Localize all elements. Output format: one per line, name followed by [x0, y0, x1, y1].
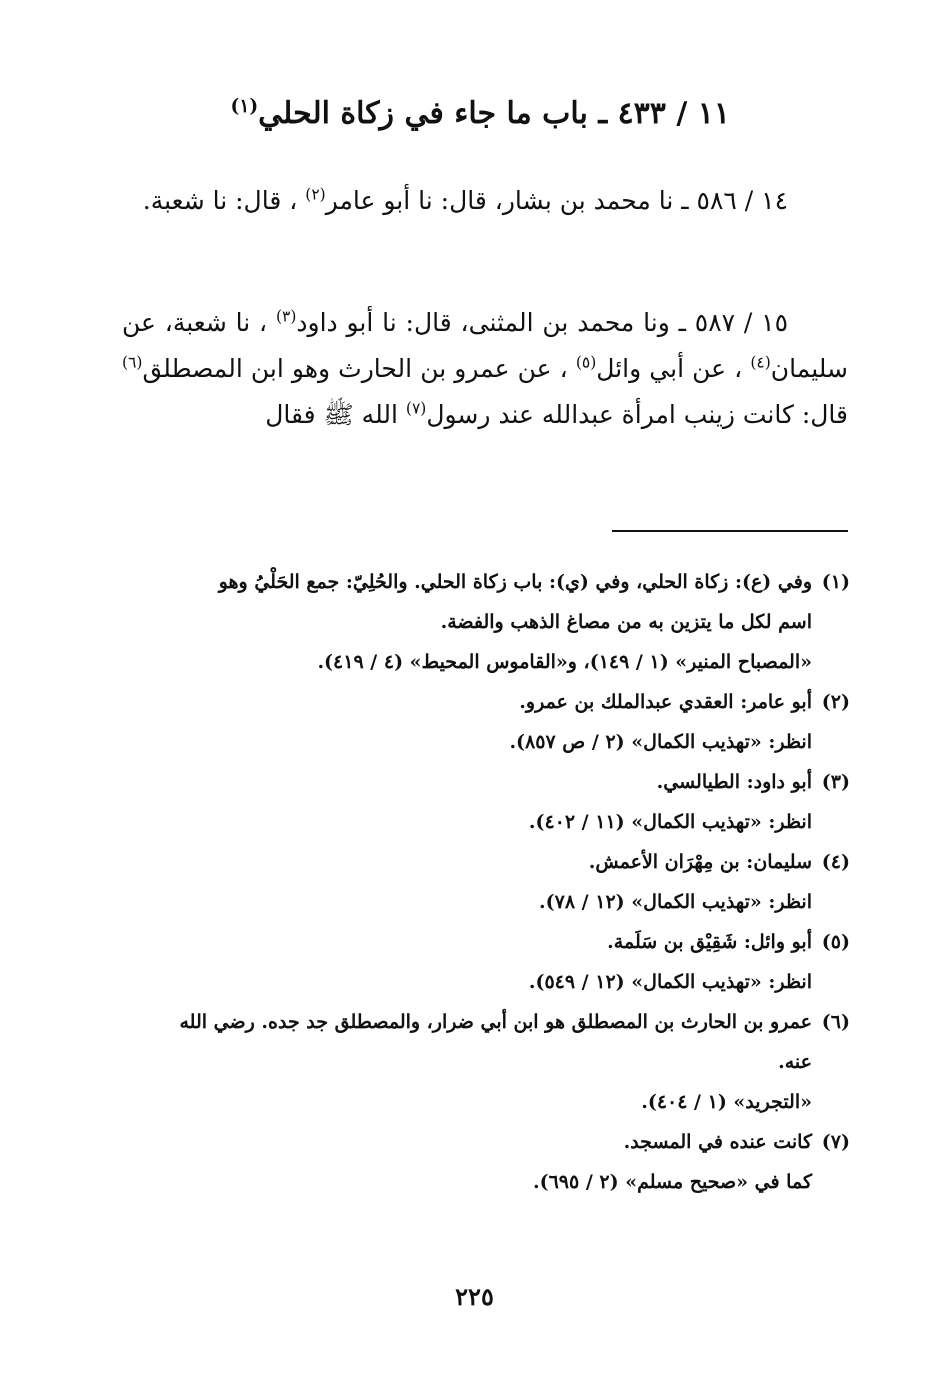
- footnote-2: [118, 682, 850, 722]
- footnote-mark-4: (٤): [750, 353, 771, 372]
- footnote-6: [118, 1002, 850, 1042]
- footnotes: [118, 562, 850, 1202]
- hadith-15-part4: ، عن عمرو بن الحارث وهو ابن المصطلق: [142, 354, 576, 383]
- footnote-1: [118, 562, 850, 602]
- footnote-mark-5: (٥): [575, 353, 597, 372]
- page-number: ٢٢٥: [455, 1282, 494, 1311]
- footnote-separator: [612, 530, 848, 532]
- hadith-15-part5: قال: كانت زينب امرأة عبدالله عند رسول: [426, 400, 848, 429]
- footnote-mark-6: (٦): [122, 353, 143, 372]
- footnote-text: أبو وائل: شَقِيْق بن سَلَمة.: [607, 931, 812, 953]
- footnote-4: [118, 842, 850, 882]
- footnote-1-reference: «المصباح المنير» (١ / ١٤٩)، و«القاموس المحيط» (٤ / ٤١٩).: [317, 651, 812, 673]
- hadith-15-part2: ، نا شعبة، عن سليمان: [122, 308, 848, 383]
- footnote-3: [118, 762, 850, 802]
- footnote-number: (٣): [821, 771, 850, 793]
- footnote-number: (٥): [821, 931, 850, 953]
- footnote-1-continued: اسم لكل ما يتزين به من مصاغ الذهب والفضة.: [440, 611, 812, 633]
- footnote-number: (٧): [821, 1131, 850, 1153]
- footnote-text: سليمان: بن مِهْرَان الأعمش.: [588, 851, 812, 873]
- footnote-mark-3: (٣): [275, 307, 297, 326]
- footnote-text: عمرو بن الحارث بن المصطلق هو ابن أبي ضرار، والمصطلق جد جده. رضي الله: [179, 1011, 812, 1033]
- chapter-title-text: ١١ / ٤٣٣ ـ باب ما جاء في زكاة الحلي: [258, 96, 730, 131]
- footnote-3-reference: انظر: «تهذيب الكمال» (١١ / ٤٠٢).: [528, 811, 812, 833]
- footnote-5: [118, 922, 850, 962]
- footnote-text: وفي (ع): زكاة الحلي، وفي (ي): باب زكاة الحلي. والحُلِيّ: جمع الحَلْيُ وهو: [218, 571, 812, 593]
- hadith-14-part1: ١٤ / ٥٨٦ ـ نا محمد بن بشار، قال: نا أبو عامر: [325, 186, 788, 215]
- footnote-text: أبو داود: الطيالسي.: [656, 771, 812, 793]
- hadith-15-part1: ١٥ / ٥٨٧ ـ ونا محمد بن المثنى، قال: نا أبو داود: [296, 308, 789, 337]
- chapter-title: [120, 96, 730, 131]
- footnote-mark-7: (٧): [405, 399, 427, 418]
- footnote-7: [118, 1122, 850, 1162]
- footnote-6-continued: عنه.: [778, 1051, 812, 1073]
- footnote-number: (١): [821, 571, 850, 593]
- footnote-5-reference: انظر: «تهذيب الكمال» (١٢ / ٥٤٩).: [528, 971, 812, 993]
- footnote-mark-1: (١): [230, 96, 259, 117]
- footnote-number: (٤): [821, 851, 850, 873]
- footnote-text: كانت عنده في المسجد.: [623, 1131, 812, 1153]
- footnote-text: أبو عامر: العقدي عبدالملك بن عمرو.: [519, 691, 812, 713]
- footnote-6-reference: «التجريد» (١ / ٤٠٤).: [641, 1091, 812, 1113]
- footnote-mark-2: (٢): [305, 185, 326, 204]
- hadith-14: [122, 178, 848, 224]
- hadith-15: [122, 300, 848, 438]
- footnote-2-reference: انظر: «تهذيب الكمال» (٢ / ص ٨٥٧).: [509, 731, 812, 753]
- footnote-4-reference: انظر: «تهذيب الكمال» (١٢ / ٧٨).: [539, 891, 812, 913]
- hadith-14-part2: ، قال: نا شعبة.: [142, 186, 306, 215]
- footnote-number: (٦): [821, 1011, 850, 1033]
- hadith-15-part3: ، عن أبي وائل: [596, 354, 751, 383]
- hadith-15-part6: الله ﷺ فقال: [265, 400, 406, 429]
- footnote-7-reference: كما في «صحيح مسلم» (٢ / ٦٩٥).: [532, 1171, 812, 1193]
- footnote-number: (٢): [821, 691, 850, 713]
